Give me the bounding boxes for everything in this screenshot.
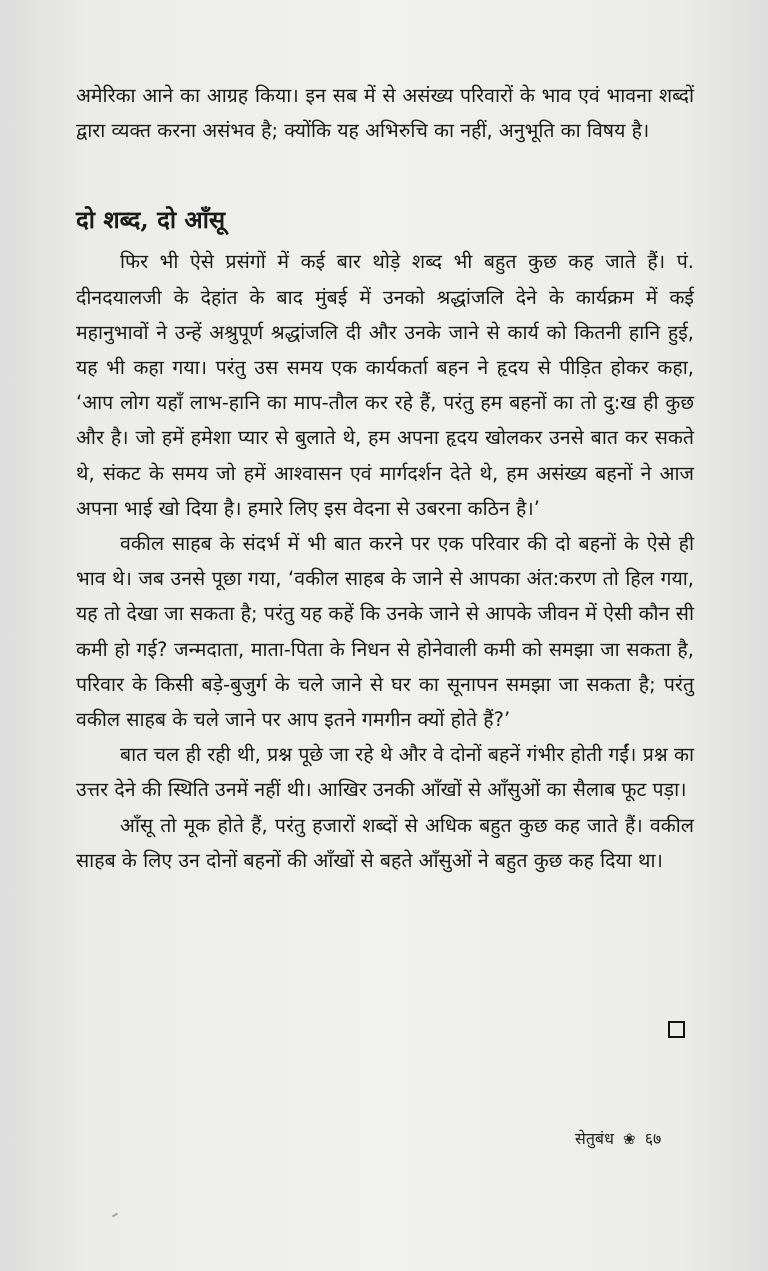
paragraph: वकील साहब के संदर्भ में भी बात करने पर एक परिवार की दो बहनों के ऐसे ही भाव थे। जब उनसे पूछा गया, ‘वकील साहब के जाने से आपका अंत:करण तो हिल गया, यह तो देखा जा सकता है; परंतु यह कहें कि उनके जाने से आपके जीवन में ऐसी कौन सी कमी हो गई? जन्मदाता, माता-पिता के निधन से होनेवाली कमी को समझा जा सकता है, परिवार के किसी बड़े-बुजुर्ग के चले जाने से घर का सूनापन समझा जा सकता है; परंतु वकील साहब के चले जाने पर आप इतने गमगीन क्यों होते हैं?’ [76, 532, 694, 732]
intro-paragraph: अमेरिका आने का आग्रह किया। इन सब में से असंख्य परिवारों के भाव एवं भावना शब्दों द्वारा व्यक्त करना असंभव है; क्योंकि यह अभिरुचि का नहीं, अनुभूति का विषय है। [76, 84, 694, 143]
page-number: ६७ [644, 1129, 662, 1148]
paragraph: फिर भी ऐसे प्रसंगों में कई बार थोड़े शब्द भी बहुत कुछ कह जाते हैं। पं. दीनदयालजी के देहांत के बाद मुंबई में उनको श्रद्धांजलि देने के कार्यक्रम में कई महानुभावों ने उन्हें अश्रुपूर्ण श्रद्धांजलि दी और उनके जाने से कार्य को कितनी हानि हुई, यह भी कहा गया। परंतु उस समय एक कार्यकर्ता बहन ने हृदय से पीड़ित होकर कहा, ‘आप लोग यहाँ लाभ-हानि का माप-तौल कर रहे हैं, परंतु हम बहनों का तो दु:ख ही कुछ और है। जो हमें हमेशा प्यार से बुलाते थे, हम अपना हृदय खोलकर उनसे बात कर सकते थे, संकट के समय जो हमें आश्वासन एवं मार्गदर्शन देते थे, हम असंख्य बहनों ने आज अपना भाई खो दिया है। हमारे लिए इस वेदना से उबरना कठिन है।’ [76, 250, 694, 520]
body-text [76, 78, 694, 878]
section-end-square-icon [668, 1021, 685, 1038]
paragraph: आँसू तो मूक होते हैं, परंतु हजारों शब्दों से अधिक बहुत कुछ कह जाते हैं। वकील साहब के लिए उन दोनों बहनों की आँखों से बहते आँसुओं ने बहुत कुछ कह दिया था। [76, 813, 694, 872]
stray-ink-mark [112, 1213, 118, 1218]
page-footer [575, 1128, 661, 1150]
section-heading: दो शब्द, दो आँसू [76, 205, 226, 235]
flower-ornament-icon: ❀ [623, 1130, 636, 1148]
page-content [76, 78, 694, 878]
book-title: सेतुबंध [575, 1129, 614, 1148]
paragraph: बात चल ही रही थी, प्रश्न पूछे जा रहे थे और वे दोनों बहनें गंभीर होती गईं। प्रश्न का उत्तर देने की स्थिति उनमें नहीं थी। आखिर उनकी आँखों से आँसुओं का सैलाब फूट पड़ा। [76, 743, 694, 802]
